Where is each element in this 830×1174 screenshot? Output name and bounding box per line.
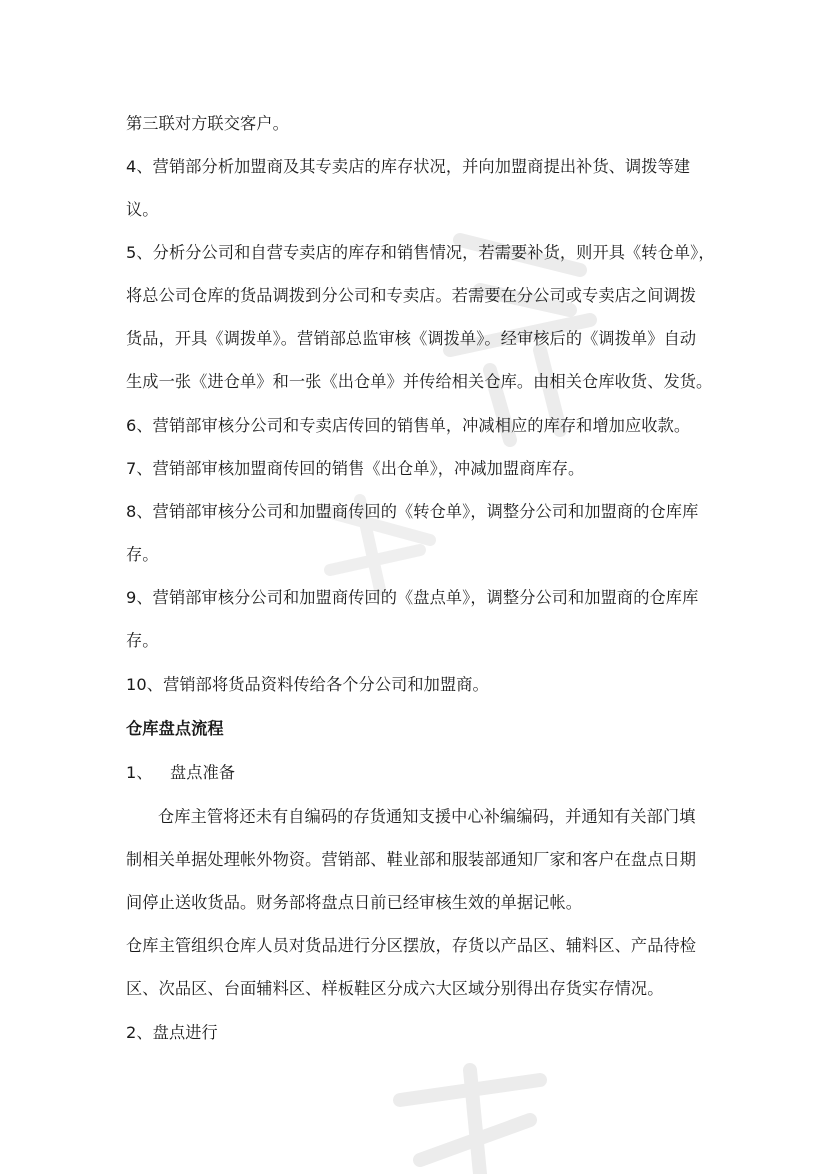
paragraph-line: 仓库主管将还未有自编码的存货通知支援中心补编编码，并通知有关部门填 xyxy=(158,807,696,826)
text-line: 存。 xyxy=(126,631,159,650)
watermark-stamp-icon xyxy=(380,1060,560,1174)
step-heading xyxy=(126,761,235,785)
text-line: 议。 xyxy=(126,200,159,219)
text-line: 生成一张《进仓单》和一张《出仓单》并传给相关仓库。由相关仓库收货、发货。 xyxy=(126,372,713,391)
text-line: 第三联对方联交客户。 xyxy=(126,114,289,133)
text-line: 8、营销部审核分公司和加盟商传回的《转仓单》，调整分公司和加盟商的仓库库 xyxy=(126,502,699,521)
text-line: 7、营销部审核加盟商传回的销售《出仓单》，冲减加盟商库存。 xyxy=(126,459,585,478)
text-line: 4、营销部分析加盟商及其专卖店的库存状况，并向加盟商提出补货、调拨等建 xyxy=(126,157,691,176)
watermark-stamp-icon xyxy=(300,480,450,600)
text-line: 6、营销部审核分公司和专卖店传回的销售单，冲减相应的库存和增加应收款。 xyxy=(126,416,691,435)
step-label: 盘点准备 xyxy=(170,763,236,782)
paragraph-line: 仓库主管组织仓库人员对货品进行分区摆放，存货以产品区、辅料区、产品待检 xyxy=(126,936,697,955)
section-title: 仓库盘点流程 xyxy=(126,719,224,738)
text-line: 5、分析分公司和自营专卖店的库存和销售情况，若需要补货，则开具《转仓单》， xyxy=(126,243,715,262)
paragraph-line: 区、次品区、台面辅料区、样板鞋区分成六大区域分别得出存货实存情况。 xyxy=(126,979,664,998)
paragraph-line: 间停止送收货品。财务部将盘点日前已经审核生效的单据记帐。 xyxy=(126,893,583,912)
text-line: 10、营销部将货品资料传给各个分公司和加盟商。 xyxy=(126,675,489,694)
text-line: 货品，开具《调拨单》。营销部总监审核《调拨单》。经审核后的《调拨单》自动 xyxy=(126,329,697,348)
text-line: 存。 xyxy=(126,545,159,564)
step-number: 1、 xyxy=(126,763,153,782)
text-line: 将总公司仓库的货品调拨到分公司和专卖店。若需要在分公司或专卖店之间调拨 xyxy=(126,286,697,305)
text-line: 9、营销部审核分公司和加盟商传回的《盘点单》，调整分公司和加盟商的仓库库 xyxy=(126,588,699,607)
paragraph-line: 制相关单据处理帐外物资。营销部、鞋业部和服装部通知厂家和客户在盘点日期 xyxy=(126,850,697,869)
step-heading: 2、盘点进行 xyxy=(126,1023,218,1042)
